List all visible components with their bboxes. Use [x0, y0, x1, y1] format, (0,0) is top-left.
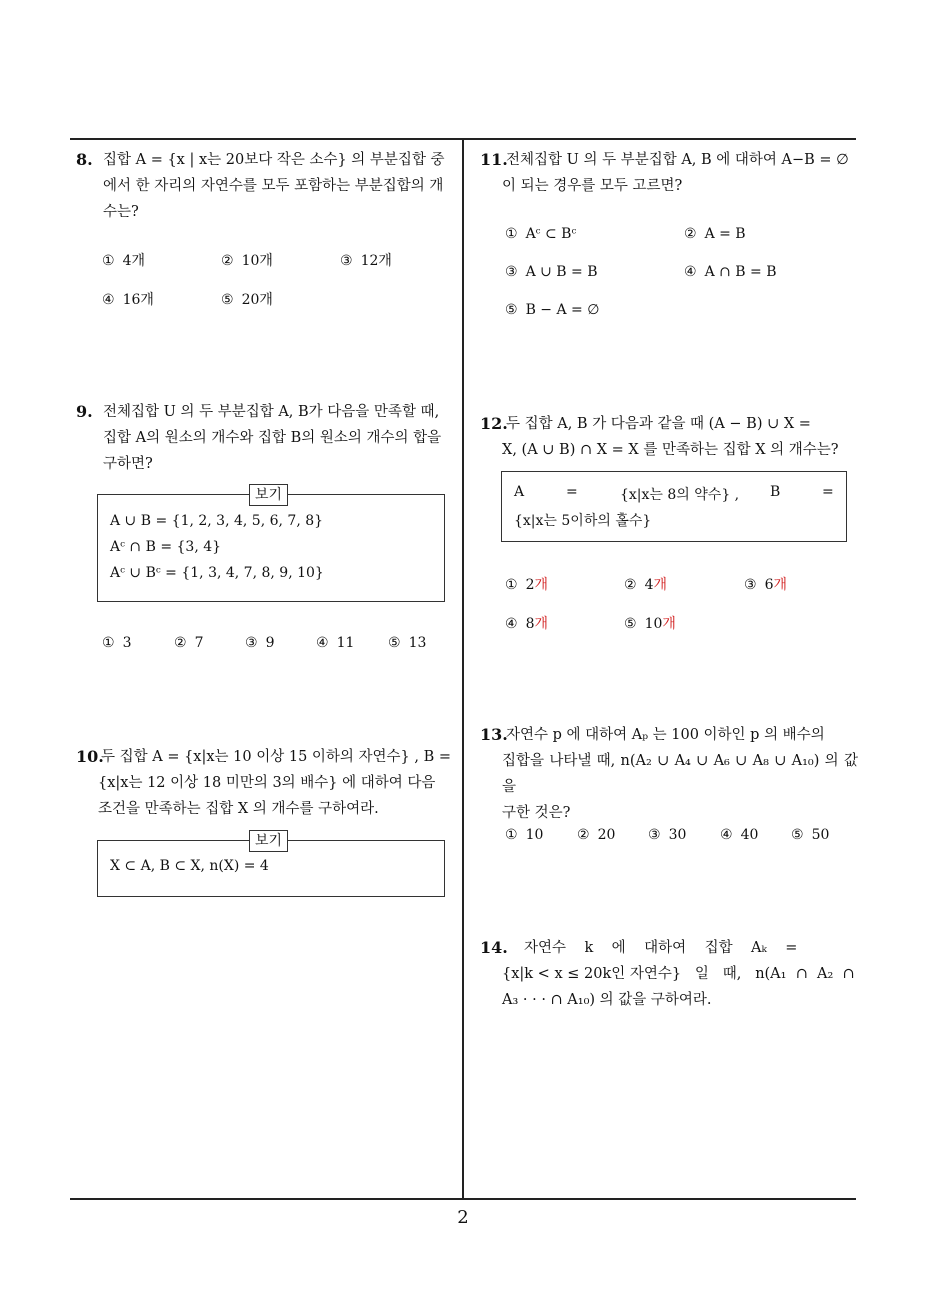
choice-1[interactable]	[505, 226, 576, 242]
question-8	[76, 147, 454, 225]
question-text-line: 구한 것은?	[502, 805, 571, 821]
choice-4[interactable]	[684, 264, 777, 280]
choice-value: B − A = ∅	[525, 302, 600, 318]
choice-value: 4개	[122, 253, 145, 269]
choice-2[interactable]	[624, 574, 667, 594]
choice-4[interactable]	[316, 635, 354, 651]
choice-mark: ②	[577, 827, 590, 843]
box-line: {x|x는 8의 약수} ,	[620, 487, 740, 503]
choice-mark: ②	[174, 635, 187, 651]
choice-4[interactable]	[102, 289, 154, 309]
box-line: A	[514, 484, 525, 500]
choice-value: 10개	[241, 253, 273, 269]
question-text-line: A₃ · · · ∩ A₁₀) 의 값을 구하여라.	[502, 992, 712, 1008]
choice-mark: ⑤	[791, 827, 804, 843]
box-line: Aᶜ ∩ B = {3, 4}	[110, 539, 222, 555]
choice-mark: ④	[102, 292, 115, 308]
question-text-line: 집합을 나타낼 때, n(A₂ ∪ A₄ ∪ A₆ ∪ A₈ ∪ A₁₀) 의 값을	[502, 753, 858, 795]
choice-mark: ①	[505, 226, 518, 242]
question-text-line: 구하면?	[103, 456, 153, 472]
question-text-line: 에서 한 자리의 자연수를 모두 포함하는 부분집합의 개	[103, 178, 444, 194]
question-11	[480, 147, 858, 199]
choice-mark: ④	[720, 827, 733, 843]
question-number: 10.	[76, 747, 104, 766]
choice-mark: ③	[648, 827, 661, 843]
box-line: =	[566, 484, 578, 500]
box-line: Aᶜ ∪ Bᶜ = {1, 3, 4, 7, 8, 9, 10}	[110, 565, 324, 581]
choice-value: 4	[644, 577, 654, 593]
choice-5[interactable]	[505, 302, 599, 318]
choice-unit: 개	[653, 577, 668, 593]
example-box	[97, 833, 445, 897]
choice-mark: ⑤	[624, 616, 637, 632]
choice-value: 40	[740, 827, 759, 843]
box-line: =	[822, 484, 834, 500]
choice-value: 9	[265, 635, 275, 651]
choice-3[interactable]	[505, 264, 598, 280]
column-divider	[462, 138, 464, 1199]
choice-5[interactable]	[221, 289, 273, 309]
choice-value: 7	[194, 635, 204, 651]
bottom-rule	[70, 1198, 856, 1200]
choice-mark: ①	[505, 577, 518, 593]
question-text-line: {x|k < x ≤ 20k인 자연수} 일 때, n(A₁ ∩ A₂ ∩	[502, 966, 855, 982]
box-line: X ⊂ A, B ⊂ X, n(X) = 4	[110, 858, 269, 874]
choice-mark: ⑤	[221, 292, 234, 308]
question-text-line: 수는?	[103, 204, 139, 220]
choice-unit: 개	[662, 616, 676, 632]
question-text-line: 집합 A = {x | x는 20보다 작은 소수} 의 부분집합 중	[103, 152, 445, 168]
choice-mark: ②	[624, 577, 637, 593]
choice-value: 16개	[122, 292, 154, 308]
choice-1[interactable]	[505, 827, 543, 843]
choice-value: 50	[811, 827, 830, 843]
question-text-line: 집합 A의 원소의 개수와 집합 B의 원소의 개수의 합을	[103, 430, 442, 446]
choice-unit: 개	[534, 577, 549, 593]
choice-1[interactable]	[102, 250, 145, 270]
choice-mark: ⑤	[505, 302, 518, 318]
choice-value: 3	[122, 635, 132, 651]
box-label: 보기	[249, 830, 288, 852]
question-text-line: 두 집합 A, B 가 다음과 같을 때 (A − B) ∪ X =	[506, 416, 811, 432]
choice-mark: ⑤	[388, 635, 401, 651]
choice-value: A ∪ B = B	[525, 264, 598, 280]
choice-2[interactable]	[221, 250, 273, 270]
choice-2[interactable]	[684, 226, 746, 242]
choice-mark: ③	[340, 253, 353, 269]
choice-unit: 개	[773, 577, 788, 593]
choice-value: 20개	[241, 292, 273, 308]
choice-4[interactable]	[505, 613, 548, 633]
choice-5[interactable]	[624, 613, 676, 633]
question-text-line: 전체집합 U 의 두 부분집합 A, B가 다음을 만족할 때,	[103, 404, 440, 420]
choice-value: 8	[525, 616, 535, 632]
choice-mark: ④	[684, 264, 697, 280]
choice-value: 11	[336, 635, 355, 651]
choice-mark: ①	[102, 635, 115, 651]
question-text-line: 두 집합 A = {x|x는 10 이상 15 이하의 자연수} , B =	[101, 749, 452, 765]
question-13	[480, 722, 858, 826]
choice-value: 30	[668, 827, 687, 843]
example-box	[97, 487, 445, 602]
choice-value: 10	[525, 827, 544, 843]
choice-value: A = B	[704, 226, 746, 242]
choice-mark: ②	[684, 226, 697, 242]
question-10	[76, 744, 454, 822]
choice-3[interactable]	[744, 574, 787, 594]
question-9	[76, 399, 454, 477]
choice-mark: ③	[744, 577, 757, 593]
choice-value: 10	[644, 616, 663, 632]
box-line: {x|x는 5이하의 홀수}	[514, 513, 652, 529]
choice-value: Aᶜ ⊂ Bᶜ	[525, 226, 577, 242]
choice-unit: 개	[534, 616, 549, 632]
choice-2[interactable]	[577, 827, 615, 843]
question-text-line: X, (A ∪ B) ∩ X = X 를 만족하는 집합 X 의 개수는?	[502, 442, 839, 458]
question-text-line: 자연수 k 에 대하여 집합 Aₖ =	[524, 940, 798, 956]
box-label: 보기	[249, 484, 288, 506]
choice-3[interactable]	[245, 635, 274, 651]
question-number: 9.	[76, 402, 93, 421]
question-number: 11.	[480, 150, 508, 169]
box-line: A ∪ B = {1, 2, 3, 4, 5, 6, 7, 8}	[110, 513, 324, 529]
question-number: 12.	[480, 414, 508, 433]
example-box	[501, 471, 847, 542]
page-number: 2	[457, 1207, 469, 1228]
question-number: 8.	[76, 150, 93, 169]
choice-1[interactable]	[102, 635, 131, 651]
choice-value: 6	[764, 577, 774, 593]
question-14	[480, 935, 858, 1013]
choice-value: 2	[525, 577, 535, 593]
choice-value: 13	[408, 635, 427, 651]
choice-value: 20	[597, 827, 616, 843]
choice-4[interactable]	[720, 827, 758, 843]
choice-5[interactable]	[388, 635, 426, 651]
choice-mark: ①	[505, 827, 518, 843]
choice-value: A ∩ B = B	[704, 264, 777, 280]
question-text-line: {x|x는 12 이상 18 미만의 3의 배수} 에 대하여 다음	[98, 775, 436, 791]
choice-5[interactable]	[791, 827, 829, 843]
question-text-line: 전체집합 U 의 두 부분집합 A, B 에 대하여 A−B = ∅	[506, 152, 849, 168]
choice-mark: ④	[505, 616, 518, 632]
question-text-line: 조건을 만족하는 집합 X 의 개수를 구하여라.	[98, 801, 379, 817]
choice-mark: ②	[221, 253, 234, 269]
choice-2[interactable]	[174, 635, 203, 651]
question-number: 14.	[480, 938, 508, 957]
choice-1[interactable]	[505, 574, 548, 594]
question-text-line: 자연수 p 에 대하여 Aₚ 는 100 이하인 p 의 배수의	[506, 727, 825, 743]
choice-mark: ③	[245, 635, 258, 651]
choice-3[interactable]	[648, 827, 686, 843]
choice-mark: ③	[505, 264, 518, 280]
choice-3[interactable]	[340, 250, 392, 270]
choice-mark: ①	[102, 253, 115, 269]
question-12	[480, 411, 858, 463]
box-line: B	[770, 484, 781, 500]
question-number: 13.	[480, 725, 508, 744]
choice-mark: ④	[316, 635, 329, 651]
choice-value: 12개	[360, 253, 392, 269]
question-text-line: 이 되는 경우를 모두 고르면?	[502, 178, 683, 194]
